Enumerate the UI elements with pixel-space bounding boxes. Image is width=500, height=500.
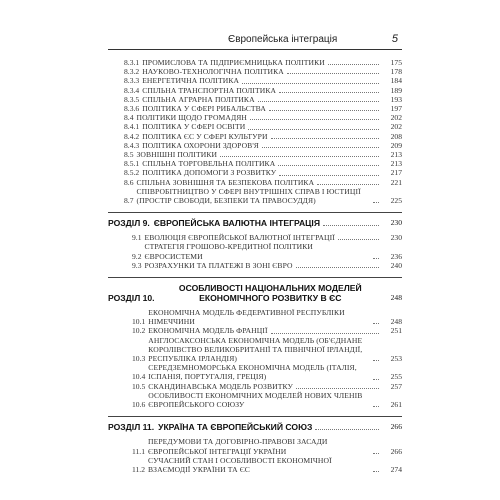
entry-number: 8.7 <box>124 196 134 206</box>
chapter-heading-9 <box>108 212 402 228</box>
entry-title: ПРОМИСЛОВА ТА ПІДПРИЄМНИЦЬКА ПОЛІТИКИ <box>142 58 325 67</box>
entry-number: 9.1 <box>132 233 142 243</box>
entry-title: ОСОБЛИВОСТІ ЕКОНОМІЧНИХ МОДЕЛЕЙ НОВИХ ЧЛЕНІВ ЄВРОПЕЙСЬКОГО СОЮЗУ <box>148 390 363 410</box>
leader-dots <box>373 323 379 324</box>
leader-dots <box>279 175 379 176</box>
leader-dots <box>296 267 379 268</box>
entry-page: 193 <box>390 94 402 104</box>
chapter-title: УКРАЇНА ТА ЄВРОПЕЙСЬКИЙ СОЮЗ <box>158 422 313 433</box>
entry-page: 266 <box>390 446 402 456</box>
table-of-contents <box>108 58 402 474</box>
entry-number: 8.5.1 <box>124 159 140 169</box>
toc-entry <box>124 150 402 159</box>
entry-page: 209 <box>390 140 402 150</box>
toc-entry <box>132 233 402 242</box>
chapter-page: 266 <box>390 422 402 432</box>
leader-dots <box>338 239 379 240</box>
toc-entry <box>132 363 402 381</box>
entry-title: СКАНДИНАВСЬКА МОДЕЛЬ РОЗВИТКУ <box>148 381 293 391</box>
entry-number: 8.4 <box>124 113 134 123</box>
toc-entry <box>124 187 402 205</box>
chapter-title: ОСОБЛИВОСТІ НАЦІОНАЛЬНИХ МОДЕЛЕЙ ЕКОНОМІЧНОГО РОЗВИТКУ В ЄС <box>178 283 362 304</box>
entry-title: ПОЛІТИКИ ЩОДО ГРОМАДЯН <box>136 113 248 123</box>
entry-number: 11.1 <box>132 446 146 456</box>
entry-number: 8.4.2 <box>124 131 140 141</box>
entry-page: 253 <box>390 354 402 364</box>
entry-title: ПОЛІТИКА ДОПОМОГИ З РОЗВИТКУ <box>142 168 277 178</box>
chapter-heading-10 <box>108 277 402 303</box>
entry-number: 10.5 <box>132 381 146 391</box>
entry-title: СПІЛЬНА ТОРГОВЕЛЬНА ПОЛІТИКА <box>142 159 276 169</box>
entry-title: СПІВРОБІТНИЦТВО У СФЕРІ ВНУТРІШНІХ СПРАВ І ЮСТИЦІЇ (ПРОСТІР СВОБОДИ, БЕЗПЕКИ ТА ПРАВОСУДДЯ) <box>136 186 361 206</box>
entry-number: 8.3.3 <box>124 76 140 86</box>
toc-entry <box>124 168 402 177</box>
entry-number: 8.3.6 <box>124 104 140 114</box>
entry-number: 8.4.1 <box>124 122 140 132</box>
entry-number: 8.3.5 <box>124 94 140 104</box>
chapter-page: 230 <box>390 218 402 228</box>
toc-entry <box>124 67 402 76</box>
entry-page: 202 <box>390 113 402 123</box>
entry-page: 221 <box>390 177 402 187</box>
entry-title: СПІЛЬНА ЗОВНІШНЯ ТА БЕЗПЕКОВА ПОЛІТИКА <box>136 177 315 187</box>
entry-title: ПОЛІТИКА У СФЕРІ ОСВІТИ <box>142 122 246 132</box>
toc-entry <box>132 242 402 260</box>
toc-entry <box>132 437 402 455</box>
toc-entry <box>132 308 402 326</box>
chapter-heading-11 <box>108 416 402 432</box>
toc-entry <box>124 58 402 67</box>
entry-number: 8.5.2 <box>124 168 140 178</box>
entry-number: 10.3 <box>132 354 146 364</box>
entry-title: ПЕРЕДУМОВИ ТА ДОГОВІРНО-ПРАВОВІ ЗАСАДИ ЄВРОПЕЙСЬКОЇ ІНТЕГРАЦІЇ УКРАЇНИ <box>148 437 328 456</box>
leader-dots <box>373 471 379 472</box>
leader-dots <box>373 379 379 380</box>
entry-page: 274 <box>390 464 402 474</box>
header-title: Європейська інтеграція <box>228 34 338 45</box>
toc-group-10 <box>108 308 402 409</box>
entry-title: СПІЛЬНА ТРАНСПОРТНА ПОЛІТИКА <box>142 85 277 95</box>
leader-dots <box>287 73 379 74</box>
chapter-label: РОЗДІЛ 9. <box>108 218 150 229</box>
toc-entry <box>124 159 402 168</box>
toc-entry <box>132 382 402 391</box>
entry-page: 251 <box>390 326 402 336</box>
toc-group-11 <box>108 437 402 474</box>
entry-title: АНГЛОСАКСОНСЬКА ЕКОНОМІЧНА МОДЕЛЬ (ОБ'ЄДНАНЕ КОРОЛІВСТВО ВЕЛИКОБРИТАНІЇ ТА ПІВНІЧНОЇ ІРЛАНДІЇ, РЕСПУБЛІКА ІРЛАНДІЯ) <box>148 335 363 364</box>
leader-dots <box>373 406 379 407</box>
entry-title: ЕНЕРГЕТИЧНА ПОЛІТИКА <box>142 76 240 86</box>
entry-page: 178 <box>390 67 402 77</box>
leader-dots <box>271 138 379 139</box>
entry-title: ЕКОНОМІЧНА МОДЕЛЬ ФЕДЕРАТИВНОЇ РЕСПУБЛІКИ НІМЕЧЧИНИ <box>148 308 345 327</box>
entry-number: 8.4.3 <box>124 140 140 150</box>
toc-entry <box>124 95 402 104</box>
entry-number: 8.3.4 <box>124 85 140 95</box>
leader-dots <box>373 202 379 203</box>
entry-title: ЗОВНІШНІ ПОЛІТИКИ <box>136 150 218 160</box>
chapter-label: РОЗДІЛ 10. <box>108 293 155 304</box>
entry-page: 197 <box>390 104 402 114</box>
toc-entry <box>124 104 402 113</box>
entry-page: 255 <box>390 372 402 382</box>
toc-group-9 <box>108 233 402 270</box>
entry-number: 10.4 <box>132 372 146 382</box>
entry-page: 202 <box>390 122 402 132</box>
toc-entry <box>124 122 402 131</box>
leader-dots <box>373 360 379 361</box>
entry-page: 208 <box>390 131 402 141</box>
leader-dots <box>315 429 379 430</box>
entry-page: 184 <box>390 76 402 86</box>
leader-dots <box>220 156 379 157</box>
entry-number: 10.2 <box>132 326 146 336</box>
leader-dots <box>373 453 379 454</box>
entry-number: 11.2 <box>132 464 146 474</box>
leader-dots <box>271 333 379 334</box>
entry-number: 8.3.1 <box>124 58 140 67</box>
entry-title: ПОЛІТИКА ОХОРОНИ ЗДОРОВ'Я <box>142 140 259 150</box>
leader-dots <box>279 92 379 93</box>
entry-number: 9.2 <box>132 251 142 261</box>
leader-dots <box>323 225 379 226</box>
entry-title: НАУКОВО-ТЕХНОЛОГІЧНА ПОЛІТИКА <box>142 67 284 77</box>
leader-dots <box>269 110 379 111</box>
entry-title: СПІЛЬНА АГРАРНА ПОЛІТИКА <box>142 94 255 104</box>
entry-page: 213 <box>390 150 402 160</box>
leader-dots <box>262 147 379 148</box>
entry-number: 8.6 <box>124 177 134 187</box>
entry-title: СУЧАСНИЙ СТАН І ОСОБЛИВОСТІ ЕКОНОМІЧНОЇ ВЗАЄМОДІЇ УКРАЇНИ ТА ЄС <box>148 455 332 474</box>
entry-page: 213 <box>390 159 402 169</box>
entry-number: 10.1 <box>132 317 146 327</box>
entry-number: 8.5 <box>124 150 134 160</box>
toc-entry <box>124 113 402 122</box>
toc-entry <box>124 132 402 141</box>
chapter-label: РОЗДІЛ 11. <box>108 422 155 433</box>
toc-entry <box>124 141 402 150</box>
chapter-page: 248 <box>390 293 402 303</box>
leader-dots <box>248 129 379 130</box>
toc-entry <box>124 178 402 187</box>
entry-title: СЕРЕДЗЕМНОМОРСЬКА ЕКОНОМІЧНА МОДЕЛЬ (ІТАЛІЯ, ІСПАНІЯ, ПОРТУГАЛІЯ, ГРЕЦІЯ) <box>148 363 357 382</box>
leader-dots <box>278 165 379 166</box>
entry-title: ЕКОНОМІЧНА МОДЕЛЬ ФРАНЦІЇ <box>148 326 268 336</box>
leader-dots <box>317 184 379 185</box>
entry-page: 248 <box>390 317 402 327</box>
entry-page: 261 <box>390 400 402 410</box>
toc-entry <box>124 86 402 95</box>
toc-entry <box>132 336 402 364</box>
entry-page: 225 <box>390 196 402 206</box>
leader-dots <box>296 388 379 389</box>
toc-entry <box>132 391 402 409</box>
entry-page: 189 <box>390 85 402 95</box>
leader-dots <box>328 64 379 65</box>
entry-title: РОЗРАХУНКИ ТА ПЛАТЕЖІ В ЗОНІ ЄВРО <box>144 260 293 270</box>
leader-dots <box>373 258 379 259</box>
entry-number: 10.6 <box>132 400 146 410</box>
entry-page: 217 <box>390 168 402 178</box>
toc-entry <box>132 326 402 335</box>
toc-entry <box>132 456 402 474</box>
entry-page: 240 <box>390 260 402 270</box>
entry-number: 8.3.2 <box>124 67 140 77</box>
entry-title: ПОЛІТИКА У СФЕРІ РИБАЛЬСТВА <box>142 104 266 114</box>
entry-title: СТРАТЕГІЯ ГРОШОВО-КРЕДИТНОЇ ПОЛІТИКИ ЄВРОСИСТЕМИ <box>144 242 314 261</box>
leader-dots <box>242 83 379 84</box>
running-header <box>108 33 402 50</box>
entry-page: 230 <box>390 233 402 243</box>
leader-dots <box>258 101 379 102</box>
entry-title: ПОЛІТИКА ЄС У СФЕРІ КУЛЬТУРИ <box>142 131 268 141</box>
toc-group-8 <box>108 58 402 205</box>
chapter-title: ЄВРОПЕЙСЬКА ВАЛЮТНА ІНТЕГРАЦІЯ <box>153 218 320 229</box>
toc-entry <box>132 261 402 270</box>
entry-number: 9.3 <box>132 260 142 270</box>
header-page-number: 5 <box>391 33 398 45</box>
entry-page: 236 <box>390 251 402 261</box>
toc-entry <box>124 76 402 85</box>
leader-dots <box>250 119 379 120</box>
entry-page: 175 <box>390 58 402 67</box>
entry-page: 257 <box>390 381 402 391</box>
entry-title: ЕВОЛЮЦІЯ ЄВРОПЕЙСЬКОЇ ВАЛЮТНОЇ ІНТЕГРАЦІЇ <box>144 233 335 243</box>
